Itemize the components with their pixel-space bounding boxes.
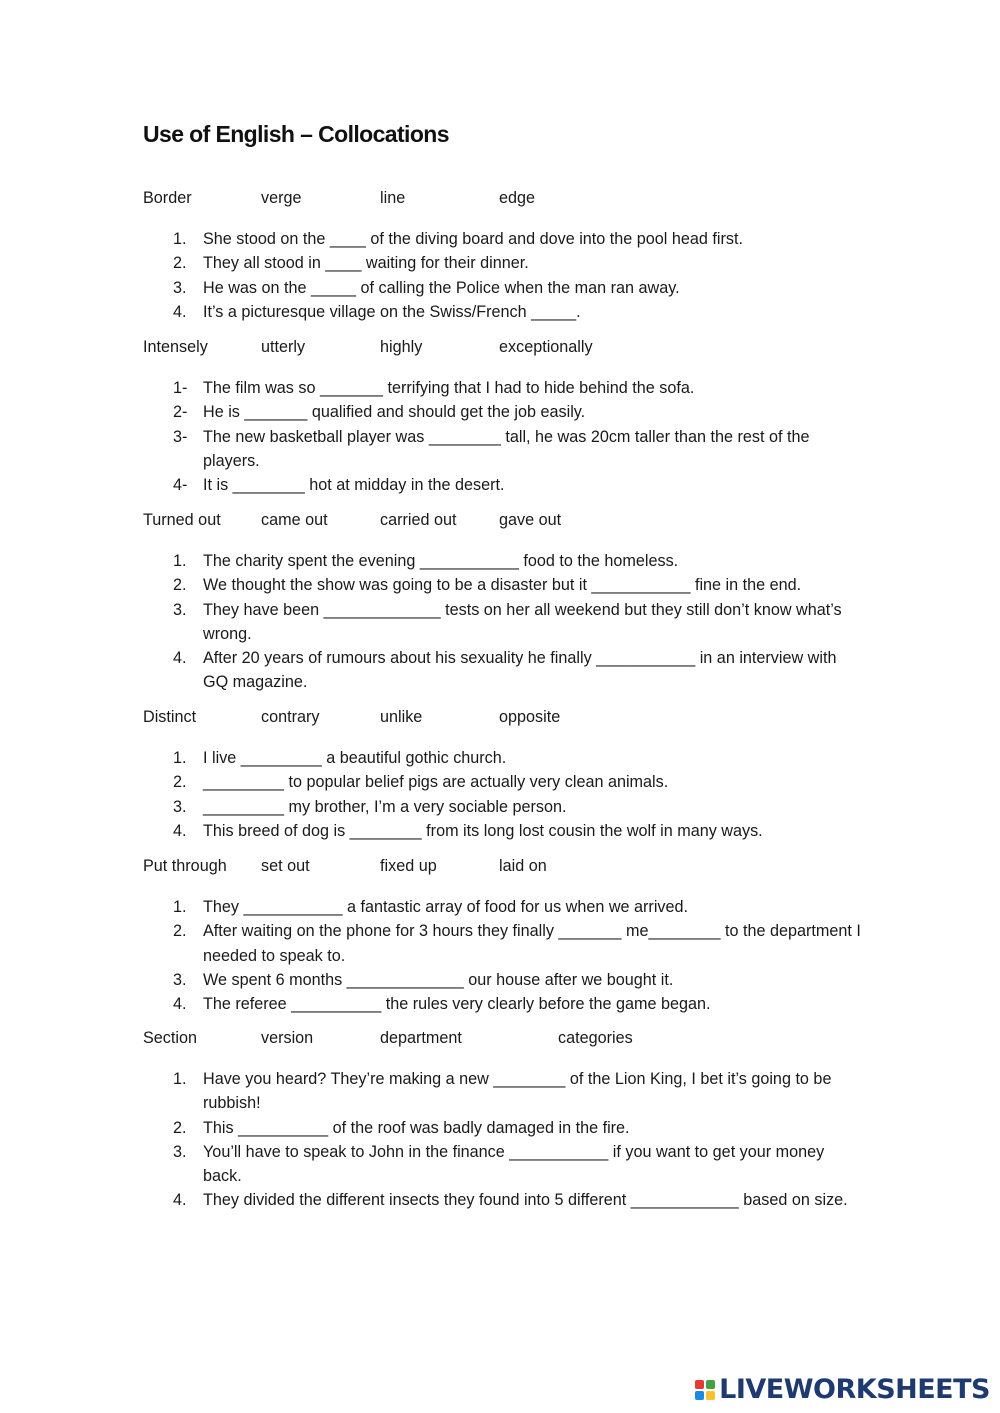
- word-option: Turned out: [143, 511, 221, 529]
- question-item: [143, 251, 863, 275]
- word-bank: [143, 338, 863, 362]
- question-text: The referee __________ the rules very clearly before the game began.: [203, 995, 711, 1014]
- word-option: set out: [261, 857, 310, 875]
- question-item: [143, 227, 863, 251]
- word-option: categories: [558, 1029, 633, 1047]
- question-item: [143, 1140, 863, 1189]
- word-option: opposite: [499, 708, 561, 726]
- question-text: After 20 years of rumours about his sexuality he finally ___________ in an interview with GQ magazine.: [203, 649, 837, 692]
- logo-text: LIVEWORKSHEETS: [719, 1374, 990, 1405]
- word-option: edge: [499, 189, 536, 207]
- question-text: After waiting on the phone for 3 hours they finally _______ me________ to the department I needed to speak to.: [203, 922, 861, 965]
- question-text: They ___________ a fantastic array of food for us when we arrived.: [203, 898, 689, 916]
- question-item: [143, 968, 863, 992]
- question-item: [143, 400, 863, 424]
- exercise-section-5: [143, 857, 863, 1016]
- question-item: [143, 549, 863, 573]
- question-number: 1.: [173, 1070, 187, 1088]
- question-text: _________ to popular belief pigs are actually very clean animals.: [203, 773, 669, 792]
- question-number: 4.: [173, 649, 187, 668]
- question-item: [143, 1116, 863, 1140]
- word-option: gave out: [499, 511, 562, 529]
- question-text: It’s a picturesque village on the Swiss/French _____.: [203, 302, 581, 321]
- question-item: [143, 646, 863, 695]
- question-number: 3.: [173, 600, 187, 619]
- question-text: They all stood in ____ waiting for their dinner.: [203, 254, 529, 273]
- question-list: [143, 746, 863, 843]
- question-item: [143, 1067, 863, 1116]
- word-option: came out: [261, 511, 328, 529]
- word-option: line: [380, 189, 406, 207]
- question-item: [143, 598, 863, 647]
- logo-square: [695, 1391, 704, 1400]
- word-option: unlike: [380, 708, 423, 726]
- question-text: Have you heard? They’re making a new ________ of the Lion King, I bet it’s going to be rubbish!: [203, 1070, 832, 1113]
- question-list: [143, 376, 863, 497]
- word-option: Put through: [143, 857, 227, 875]
- word-bank: [143, 708, 863, 732]
- question-text: He was on the _____ of calling the Police when the man ran away.: [203, 278, 680, 297]
- page-title: Use of English – Collocations: [143, 121, 449, 147]
- question-text: He is _______ qualified and should get the job easily.: [203, 403, 586, 422]
- question-text: The charity spent the evening ___________ food to the homeless.: [203, 552, 679, 570]
- question-item: [143, 276, 863, 300]
- question-item: [143, 425, 863, 474]
- logo-square: [706, 1391, 715, 1400]
- word-option: Distinct: [143, 708, 197, 726]
- question-text: We spent 6 months _____________ our house after we bought it.: [203, 970, 674, 989]
- logo-square: [695, 1380, 704, 1389]
- question-number: 4.: [173, 821, 187, 840]
- question-number: 2.: [173, 773, 187, 792]
- exercise-section-6: [143, 1029, 863, 1213]
- word-option: Intensely: [143, 338, 208, 356]
- question-number: 1.: [173, 749, 187, 767]
- question-text: They have been _____________ tests on her all weekend but they still don’t know what’s wrong.: [203, 600, 842, 643]
- question-item: [143, 795, 863, 819]
- word-bank: [143, 189, 863, 213]
- word-option: verge: [261, 189, 302, 207]
- question-number: 2.: [173, 254, 187, 273]
- question-text: It is ________ hot at midday in the desert.: [203, 476, 505, 495]
- question-item: [143, 746, 863, 770]
- exercise-section-1: [143, 189, 863, 324]
- question-number: 1-: [173, 379, 188, 397]
- word-option: fixed up: [380, 857, 437, 875]
- question-number: 3-: [173, 427, 188, 446]
- question-item: [143, 770, 863, 794]
- question-text: The new basketball player was ________ tall, he was 20cm taller than the rest of the players.: [203, 427, 810, 470]
- question-number: 1.: [173, 230, 187, 248]
- question-list: [143, 1067, 863, 1213]
- question-number: 3.: [173, 278, 187, 297]
- question-number: 1.: [173, 898, 187, 916]
- word-option: contrary: [261, 708, 320, 726]
- question-item: [143, 992, 863, 1016]
- question-item: [143, 1188, 863, 1212]
- word-bank: [143, 511, 863, 535]
- word-option: Section: [143, 1029, 197, 1047]
- question-text: This breed of dog is ________ from its long lost cousin the wolf in many ways.: [203, 821, 763, 840]
- word-option: highly: [380, 338, 423, 356]
- word-option: laid on: [499, 857, 547, 875]
- word-option: department: [380, 1029, 462, 1047]
- question-text: You’ll have to speak to John in the finance ___________ if you want to get your money back.: [203, 1142, 825, 1186]
- question-number: 2.: [173, 1118, 187, 1137]
- question-number: 3.: [173, 970, 187, 989]
- word-option: utterly: [261, 338, 306, 356]
- word-bank: [143, 857, 863, 881]
- question-item: [143, 473, 863, 497]
- exercise-section-3: [143, 511, 863, 695]
- question-text: I live _________ a beautiful gothic church.: [203, 749, 507, 767]
- question-item: [143, 376, 863, 400]
- question-number: 3.: [173, 797, 187, 816]
- question-number: 1.: [173, 552, 187, 570]
- word-option: carried out: [380, 511, 457, 529]
- question-number: 4-: [173, 476, 188, 495]
- question-text: The film was so _______ terrifying that I had to hide behind the sofa.: [203, 379, 695, 397]
- question-number: 2.: [173, 922, 187, 941]
- question-number: 2-: [173, 403, 188, 422]
- exercise-section-2: [143, 338, 863, 497]
- exercise-section-4: [143, 708, 863, 843]
- liveworksheets-logo: [695, 1374, 990, 1405]
- question-number: 4.: [173, 302, 187, 321]
- question-number: 2.: [173, 576, 187, 595]
- word-option: version: [261, 1029, 314, 1047]
- logo-square: [706, 1380, 715, 1389]
- question-number: 4.: [173, 1191, 187, 1210]
- question-number: 3.: [173, 1142, 187, 1161]
- question-item: [143, 919, 863, 968]
- question-list: [143, 549, 863, 695]
- question-text: _________ my brother, I’m a very sociable person.: [203, 797, 567, 816]
- question-item: [143, 300, 863, 324]
- question-list: [143, 895, 863, 1016]
- logo-mark-icon: [695, 1380, 715, 1400]
- question-text: She stood on the ____ of the diving board and dove into the pool head first.: [203, 230, 743, 248]
- question-item: [143, 895, 863, 919]
- question-list: [143, 227, 863, 324]
- word-bank: [143, 1029, 863, 1053]
- word-option: exceptionally: [499, 338, 593, 356]
- word-option: Border: [143, 189, 192, 207]
- question-text: This __________ of the roof was badly damaged in the fire.: [203, 1118, 630, 1137]
- question-number: 4.: [173, 995, 187, 1014]
- question-text: We thought the show was going to be a disaster but it ___________ fine in the end.: [203, 576, 802, 595]
- question-item: [143, 573, 863, 597]
- question-text: They divided the different insects they found into 5 different ____________ based on size.: [203, 1191, 848, 1210]
- question-item: [143, 819, 863, 843]
